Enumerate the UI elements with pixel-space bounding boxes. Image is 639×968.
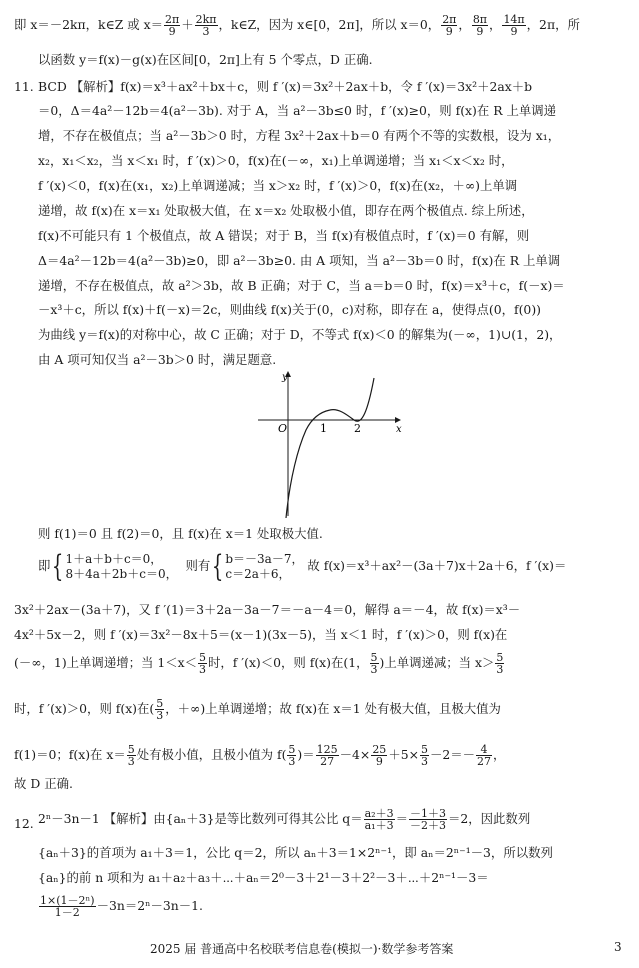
fraction-den: 3 xyxy=(496,663,504,676)
text-segment: 即 x＝－2kπ，k∈Z 或 x＝ xyxy=(14,17,163,32)
text-line: 则 f(1)＝0 且 f(2)＝0，且 f(x)在 x＝1 处取极大值. xyxy=(38,526,323,541)
fraction xyxy=(155,698,164,721)
footer-title: 2025 届 普通高中名校联考信息卷(模拟一)·数学参考答案 xyxy=(150,942,454,956)
text-segment: 时，f ′(x)＞0，则 f(x)在( xyxy=(14,701,155,716)
text-segment: ＋5× xyxy=(388,747,419,762)
fraction-num: 5 xyxy=(370,651,378,664)
text-line: 增，不存在极值点；当 a²－3b＞0 时，方程 3x²＋2ax＋b＝0 有两个不等的实数根，设为 x₁， xyxy=(38,128,561,143)
text-line: f ′(x)＜0，f(x)在(x₁，x₂)上单调递减；当 x＞x₂ 时，f ′(x)＞0，f(x)在(x₂，＋∞)上单调 xyxy=(38,178,518,193)
origin-label: O xyxy=(278,422,288,435)
x-label: x xyxy=(396,424,402,435)
fraction-den: 3 xyxy=(288,755,296,768)
question-number: 11. xyxy=(14,79,34,94)
tick-label-1: 1 xyxy=(320,422,327,435)
fraction-den: 9 xyxy=(445,25,453,38)
text-segment: (－∞，1)上单调递增；当 1＜x＜ xyxy=(14,655,197,670)
fraction xyxy=(441,14,457,37)
fraction-num: 5 xyxy=(198,651,206,664)
text-line xyxy=(14,698,501,721)
text-line xyxy=(38,548,566,584)
equation-system xyxy=(65,552,177,582)
fraction-den: 27 xyxy=(320,755,335,768)
fraction-den: 3 xyxy=(198,663,206,676)
fraction xyxy=(472,14,488,37)
fraction-den: 27 xyxy=(477,755,492,768)
fraction-den: －2＋3 xyxy=(409,819,446,832)
equation: 1＋a＋b＋c＝0， xyxy=(65,551,163,566)
fraction xyxy=(371,744,387,767)
fraction xyxy=(495,652,504,675)
text-line: 递增，不存在极值点，故 a²＞3b，故 B 正确；对于 C，当 a＝b＝0 时，f(x)＝x³＋c，f(－x)＝ xyxy=(38,278,565,293)
fraction xyxy=(127,744,136,767)
brace-icon: { xyxy=(52,548,64,584)
function-graph xyxy=(250,368,410,518)
fraction-den: 3 xyxy=(420,755,428,768)
fraction-den: 3 xyxy=(156,709,164,722)
text-line: {aₙ}的前 n 项和为 a₁＋a₂＋a₃＋⋯＋aₙ＝2⁰－3＋2¹－3＋2²－3＋⋯＋2ⁿ⁻¹－3＝ xyxy=(38,870,489,885)
fraction-den: 9 xyxy=(476,25,484,38)
text-segment: ，＋∞)上单调递增；故 f(x)在 x＝1 处有极大值，且极大值为 xyxy=(165,701,501,716)
equation-system xyxy=(225,552,303,582)
text-segment: )＝ xyxy=(297,747,315,762)
text-segment: －4× xyxy=(339,747,371,762)
equation: b＝－3a－7， xyxy=(225,551,304,566)
text-line xyxy=(38,890,203,922)
fraction xyxy=(195,14,218,37)
text-segment: 故 f(x)＝x³＋ax²－(3a＋7)x＋2a＋6，f ′(x)＝ xyxy=(307,558,567,573)
fraction xyxy=(164,14,180,37)
text-line: ＝0，Δ＝4a²－12b＝4(a²－3b). 对于 A，当 a²－3b≤0 时，f ′(x)≥0，则 f(x)在 R 上单调递 xyxy=(38,103,557,118)
fraction-num: 2kπ xyxy=(195,13,217,26)
text-line: BCD 【解析】f(x)＝x³＋ax²＋bx＋c，则 f ′(x)＝3x²＋2ax＋b，令 f ′(x)＝3x²＋2ax＋b xyxy=(38,79,533,94)
text-line: －x³＋c，所以 f(x)＋f(－x)＝2c，则曲线 f(x)关于(0，c)对称，即存在 a，使得点(0，f(0)) xyxy=(38,302,541,317)
text-segment: 即 xyxy=(38,558,51,573)
fraction-num: 1×(1－2ⁿ) xyxy=(40,894,95,907)
text-segment: ，2π，所 xyxy=(526,17,580,32)
fraction-den: 9 xyxy=(375,755,383,768)
text-segment: 时，f ′(x)＜0，则 f(x)在(1， xyxy=(207,655,369,670)
text-line xyxy=(14,652,505,675)
fraction-den: a₁＋3 xyxy=(364,819,394,832)
fraction xyxy=(39,895,96,918)
fraction-num: 5 xyxy=(420,743,428,756)
fraction xyxy=(420,744,429,767)
text-segment: ＝ xyxy=(395,811,408,826)
y-label: y xyxy=(282,372,288,383)
text-segment: 处有极小值，且极小值为 f( xyxy=(136,747,287,762)
text-segment: －3n＝2ⁿ－3n－1. xyxy=(96,898,203,913)
fraction-num: 2π xyxy=(164,13,180,26)
brace-icon: { xyxy=(212,548,224,584)
text-segment: ， xyxy=(493,747,506,762)
fraction xyxy=(198,652,207,675)
fraction xyxy=(364,808,395,831)
text-line xyxy=(14,744,505,767)
fraction-den: 9 xyxy=(510,25,518,38)
text-line: 4x²＋5x－2，则 f ′(x)＝3x²－8x＋5＝(x－1)(3x－5)，当 x＜1 时，f ′(x)＞0，则 f(x)在 xyxy=(14,627,508,642)
fraction-num: 25 xyxy=(372,743,387,756)
text-segment: 则有 xyxy=(185,558,211,573)
fraction xyxy=(409,808,447,831)
fraction xyxy=(502,14,525,37)
fraction-den: 9 xyxy=(168,25,176,38)
fraction-den: 3 xyxy=(202,25,210,38)
text-line: x₂，x₁＜x₂，当 x＜x₁ 时，f ′(x)＞0，f(x)在(－∞，x₁)上单调递增；当 x₁＜x＜x₂ 时， xyxy=(38,153,514,168)
fraction-num: 5 xyxy=(127,743,135,756)
text-line: {aₙ＋3}的首项为 a₁＋3＝1，公比 q＝2，所以 aₙ＋3＝1×2ⁿ⁻¹，即 aₙ＝2ⁿ⁻¹－3，所以数列 xyxy=(38,845,553,860)
fraction-num: 8π xyxy=(472,13,488,26)
text-segment: 2ⁿ－3n－1 【解析】由{aₙ＋3}是等比数列可得其公比 q＝ xyxy=(38,811,363,826)
text-line xyxy=(38,808,530,831)
text-segment: f(1)＝0；f(x)在 x＝ xyxy=(14,747,126,762)
fraction xyxy=(476,744,492,767)
text-line: 由 A 项可知仅当 a²－3b＞0 时，满足题意. xyxy=(38,352,277,367)
fraction-num: 4 xyxy=(476,744,492,756)
fraction xyxy=(370,652,379,675)
equation: 8＋4a＋2b＋c＝0， xyxy=(65,566,178,581)
fraction-num: 5 xyxy=(156,697,164,710)
fraction-num: 5 xyxy=(496,651,504,664)
text-line: 故 D 正确. xyxy=(14,776,73,791)
question-number: 12. xyxy=(14,816,34,831)
text-segment: ＝2，因此数列 xyxy=(447,811,531,826)
text-segment: ＋ xyxy=(181,17,194,32)
text-segment: ，k∈Z，因为 x∈[0，2π]，所以 x＝0， xyxy=(218,17,441,32)
text-line: Δ＝4a²－12b＝4(a²－3b)≥0，即 a²－3b≥0. 由 A 项知，当 a²－3b＝0 时，f(x)在 R 上单调 xyxy=(38,253,561,268)
fraction-den: 1－2 xyxy=(54,906,80,919)
fraction-den: 3 xyxy=(370,663,378,676)
fraction-num: 14π xyxy=(503,13,525,26)
fraction-num: 125 xyxy=(316,743,338,756)
fraction xyxy=(287,744,296,767)
fraction-den: 3 xyxy=(127,755,135,768)
text-line: 以函数 y＝f(x)－g(x)在区间[0，2π]上有 5 个零点，D 正确. xyxy=(38,52,373,67)
tick-label-2: 2 xyxy=(354,422,361,435)
text-line: 为曲线 y＝f(x)的对称中心，故 C 正确；对于 D，不等式 f(x)＜0 的解集为(－∞，1)∪(1，2)， xyxy=(38,327,562,342)
text-line: f(x)不可能只有 1 个极值点，故 A 错误；对于 B，当 f(x)有极值点时，f ′(x)＝0 有解，则 xyxy=(38,228,530,243)
text-segment: )上单调递减；当 x＞ xyxy=(379,655,495,670)
equation: c＝2a＋6， xyxy=(225,566,291,581)
text-line: 即 x＝－2kπ，k∈Z 或 x＝ $\frac{2\pi}{9}$ ＋ $\frac{2k\pi}{3}$ ，k∈Z，因为 x∈[0，2π]，所以 x＝0， $\frac{2\pi}{9}$ ， $\frac{8\pi}{9}$ ， $\frac{14\pi}{9}$ ，2π，所 xyxy=(14,13,580,38)
fraction-num: a₂＋3 xyxy=(364,807,394,820)
cubic-curve xyxy=(286,378,374,518)
fraction-num: －1＋3 xyxy=(409,807,446,820)
text-line: 递增，故 f(x)在 x＝x₁ 处取极大值，在 x＝x₂ 处取极小值，即存在两个极值点. 综上所述， xyxy=(38,203,534,218)
text-line: 3x²＋2ax－(3a＋7)，又 f ′(1)＝3＋2a－3a－7＝－a－4＝0，解得 a＝－4，故 f(x)＝x³－ xyxy=(14,602,521,617)
page-number: 3 xyxy=(614,940,622,954)
text-segment: －2＝－ xyxy=(429,747,476,762)
fraction-num: 5 xyxy=(288,743,296,756)
fraction-num: 2π xyxy=(442,13,457,26)
fraction xyxy=(316,744,339,767)
